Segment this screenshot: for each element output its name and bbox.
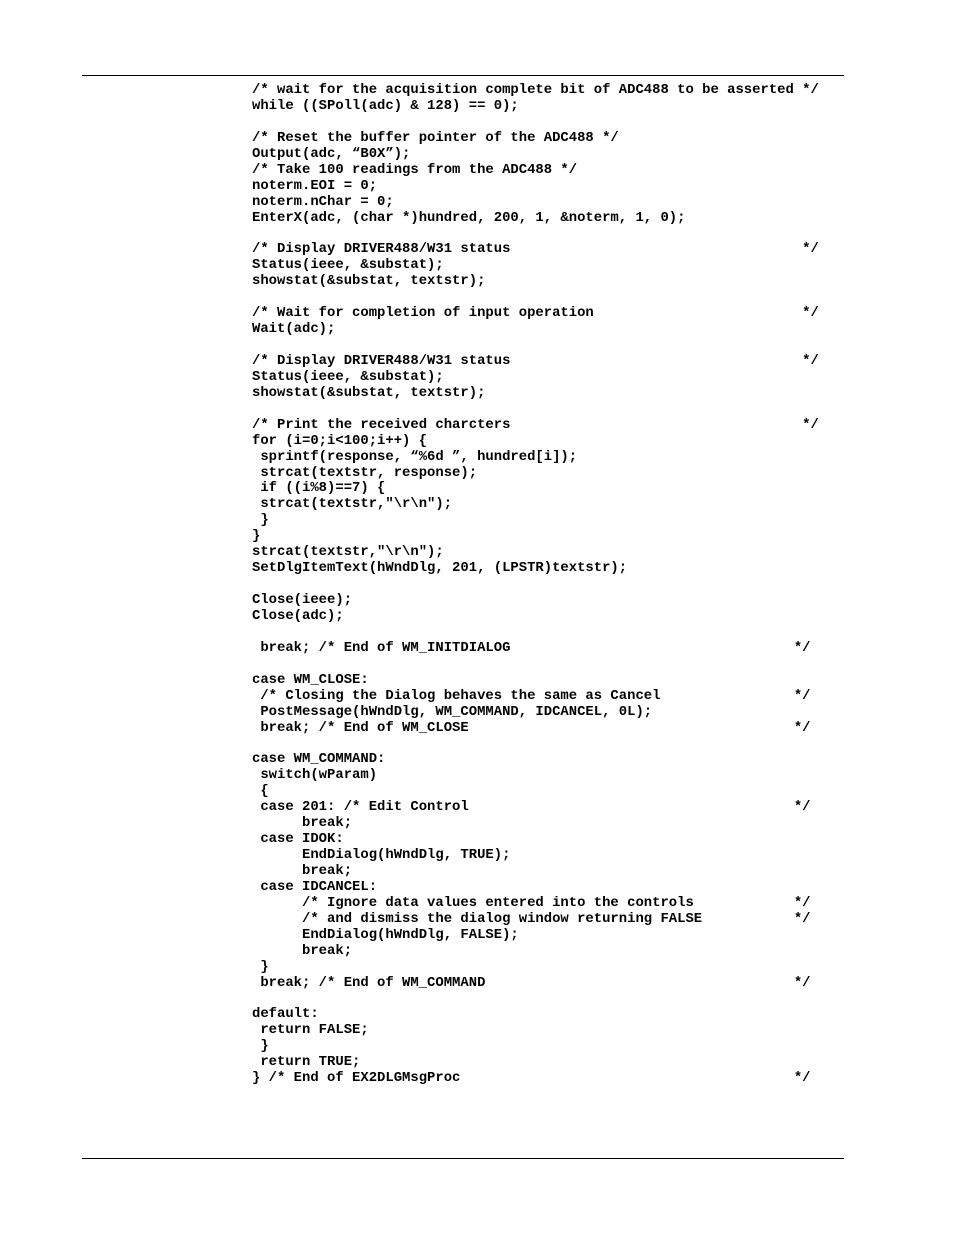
code-line: strcat(textstr,"\r\n"); bbox=[252, 544, 444, 561]
code-line: showstat(&substat, textstr); bbox=[252, 384, 486, 401]
code-line: { bbox=[252, 783, 269, 800]
footer-rule bbox=[82, 1158, 844, 1159]
code-line: } bbox=[252, 512, 269, 529]
code-line: break; /* End of WM_INITDIALOG */ bbox=[252, 639, 811, 656]
code-line bbox=[252, 577, 819, 593]
code-line: EndDialog(hWndDlg, FALSE); bbox=[252, 926, 519, 943]
code-line: strcat(textstr,"\r\n"); bbox=[252, 496, 453, 513]
code-line: Close(ieee); bbox=[252, 592, 353, 608]
code-line: /* Ignore data values entered into the controls */ bbox=[252, 894, 811, 911]
code-line: /* wait for the acquisition complete bit of ADC488 to be asserted */ bbox=[252, 82, 819, 98]
code-line: Status(ieee, &substat); bbox=[252, 257, 444, 274]
code-line bbox=[252, 736, 819, 752]
code-line bbox=[252, 290, 819, 306]
code-line: /* Print the received charcters */ bbox=[252, 416, 819, 433]
code-line: } /* End of EX2DLGMsgProc */ bbox=[252, 1070, 811, 1087]
code-line bbox=[252, 338, 819, 354]
code-line: strcat(textstr, response); bbox=[252, 464, 478, 481]
code-line: } bbox=[252, 958, 269, 975]
code-line: Close(adc); bbox=[252, 607, 344, 624]
code-line: /* Display DRIVER488/W31 status */ bbox=[252, 241, 819, 258]
code-line: /* and dismiss the dialog window returning FALSE */ bbox=[252, 910, 811, 927]
code-line: /* Display DRIVER488/W31 status */ bbox=[252, 352, 819, 369]
code-line: break; bbox=[252, 815, 353, 832]
code-line: /* Closing the Dialog behaves the same as Cancel */ bbox=[252, 687, 811, 704]
code-line bbox=[252, 625, 819, 641]
code-line: EnterX(adc, (char *)hundred, 200, 1, &noterm, 1, 0); bbox=[252, 209, 686, 226]
code-line: } bbox=[252, 528, 261, 545]
code-line: } bbox=[252, 1038, 269, 1055]
code-line: /* Take 100 readings from the ADC488 */ bbox=[252, 161, 578, 178]
code-line bbox=[252, 402, 819, 418]
code-line bbox=[252, 115, 819, 131]
code-line: while ((SPoll(adc) & 128) == 0); bbox=[252, 97, 519, 114]
code-line: break; /* End of WM_COMMAND */ bbox=[252, 974, 811, 991]
code-line: /* Reset the buffer pointer of the ADC488 */ bbox=[252, 129, 619, 146]
code-line: sprintf(response, “%6d ”, hundred[i]); bbox=[252, 448, 578, 465]
code-line: break; bbox=[252, 862, 353, 879]
code-line: EndDialog(hWndDlg, TRUE); bbox=[252, 847, 511, 863]
code-line: showstat(&substat, textstr); bbox=[252, 273, 486, 290]
header-rule bbox=[82, 75, 844, 76]
code-line: noterm.nChar = 0; bbox=[252, 193, 394, 210]
code-line: case IDOK: bbox=[252, 831, 344, 848]
code-line: return FALSE; bbox=[252, 1022, 369, 1039]
code-line: for (i=0;i<100;i++) { bbox=[252, 432, 428, 449]
code-line: return TRUE; bbox=[252, 1054, 361, 1071]
code-line: SetDlgItemText(hWndDlg, 201, (LPSTR)textstr); bbox=[252, 560, 628, 577]
code-line: if ((i%8)==7) { bbox=[252, 480, 386, 497]
code-line: PostMessage(hWndDlg, WM_COMMAND, IDCANCEL, 0L); bbox=[252, 703, 653, 720]
code-line: break; bbox=[252, 942, 353, 959]
code-line: switch(wParam) bbox=[252, 767, 378, 784]
code-line: Status(ieee, &substat); bbox=[252, 368, 444, 385]
code-line bbox=[252, 657, 819, 673]
code-line: case WM_COMMAND: bbox=[252, 751, 386, 768]
code-line: /* Wait for completion of input operation */ bbox=[252, 305, 819, 322]
code-line: Wait(adc); bbox=[252, 321, 336, 338]
code-line: Output(adc, “B0X”); bbox=[252, 145, 411, 162]
code-line: case IDCANCEL: bbox=[252, 878, 378, 895]
code-line bbox=[252, 226, 819, 242]
code-line: default: bbox=[252, 1006, 319, 1023]
code-line bbox=[252, 991, 819, 1007]
code-line: noterm.EOI = 0; bbox=[252, 177, 378, 194]
code-line: case 201: /* Edit Control */ bbox=[252, 799, 811, 816]
code-line: break; /* End of WM_CLOSE */ bbox=[252, 719, 811, 736]
code-listing bbox=[252, 83, 819, 1087]
code-line: case WM_CLOSE: bbox=[252, 671, 369, 688]
